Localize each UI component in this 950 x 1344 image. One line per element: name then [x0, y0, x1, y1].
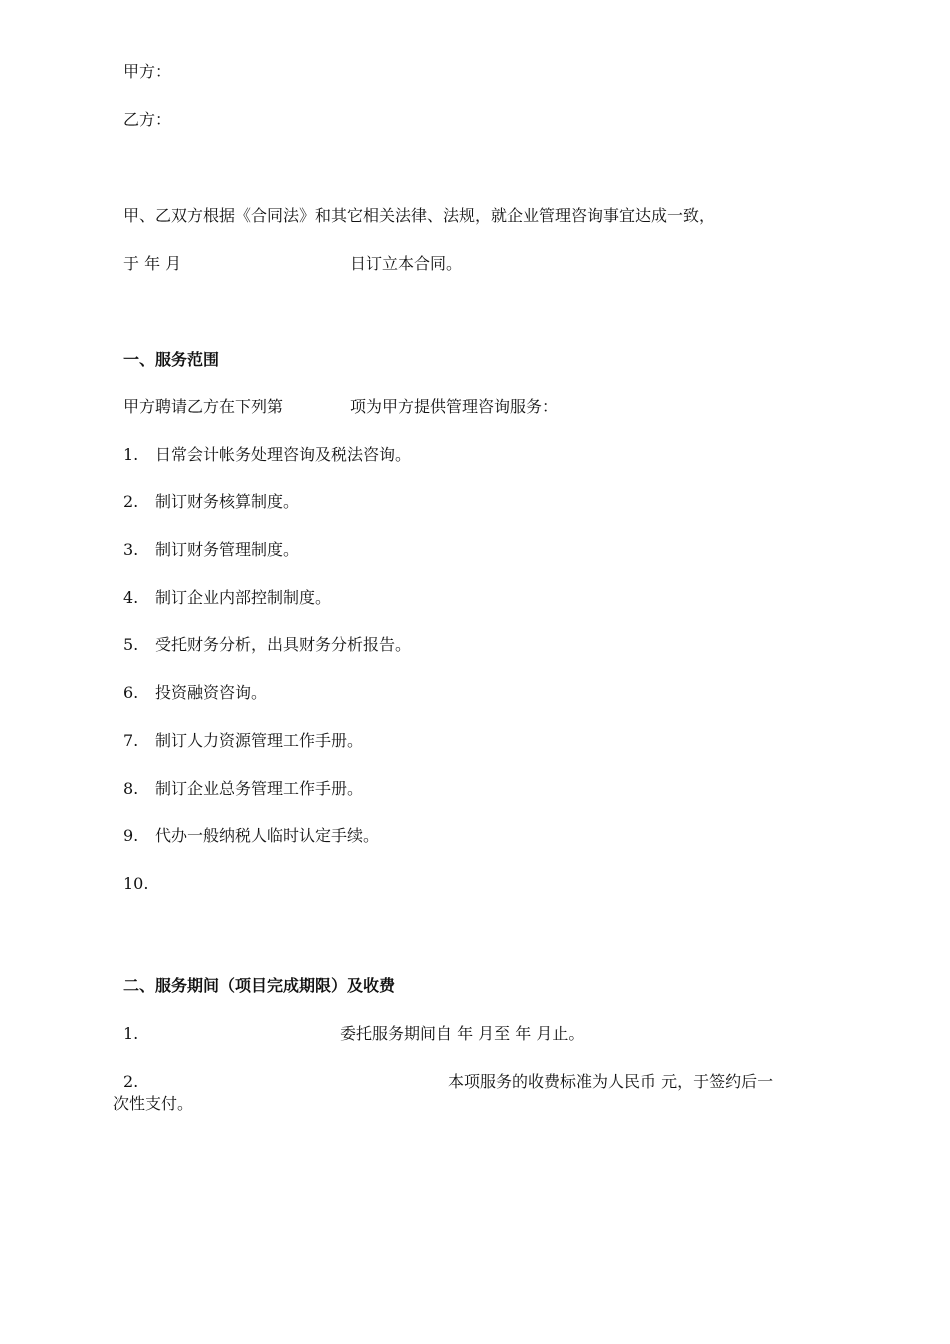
list-item: [123, 779, 363, 798]
section-1-lead-left: 甲方聘请乙方在下列第: [123, 397, 284, 416]
list-item-text: 制订财务管理制度。: [155, 540, 300, 559]
list-item-text: 投资融资咨询。: [155, 683, 268, 702]
list-item-number: 7.: [123, 731, 139, 750]
list-item-number: 1.: [123, 445, 139, 464]
list-item: [123, 540, 299, 559]
intro-date-prefix: 于 年 月: [123, 254, 182, 273]
party-b-label: 乙方：: [123, 110, 172, 129]
list-item-text: 制订企业总务管理工作手册。: [155, 779, 364, 798]
list-item-number: 6.: [123, 683, 139, 702]
intro-paragraph-line-2: [123, 254, 181, 273]
list-item: [123, 683, 267, 702]
list-item: [123, 874, 155, 893]
list-item: [123, 588, 331, 607]
section-2-item-2-text: 本项服务的收费标准为人民币 元，于签约后一: [448, 1072, 774, 1091]
list-item: [123, 731, 363, 750]
section-2-item-1-number: 1.: [123, 1024, 139, 1043]
list-item-text: 制订人力资源管理工作手册。: [155, 731, 364, 750]
list-item-number: 2.: [123, 492, 139, 511]
list-item-number: 8.: [123, 779, 139, 798]
list-item-number: 5.: [123, 635, 139, 654]
section-2-item-1-text: 委托服务期间自 年 月至 年 月止。: [340, 1024, 585, 1043]
section-1-title: 一、服务范围: [123, 350, 220, 369]
list-item: [123, 445, 411, 464]
party-a-label: 甲方：: [123, 62, 172, 81]
list-item-text: 日常会计帐务处理咨询及税法咨询。: [155, 445, 412, 464]
list-item-text: 受托财务分析，出具财务分析报告。: [155, 635, 412, 654]
section-2-title: 二、服务期间（项目完成期限）及收费: [123, 976, 396, 995]
list-item-text: 代办一般纳税人临时认定手续。: [155, 826, 380, 845]
intro-paragraph-line-1: 甲、乙双方根据《合同法》和其它相关法律、法规，就企业管理咨询事宜达成一致，: [123, 206, 716, 225]
list-item-number: 4.: [123, 588, 139, 607]
list-item-number: 9.: [123, 826, 139, 845]
intro-date-suffix: 日订立本合同。: [350, 254, 463, 273]
section-2-item-2-number: 2.: [123, 1072, 139, 1091]
section-1-lead-right: 项为甲方提供管理咨询服务：: [350, 397, 559, 416]
list-item: [123, 826, 379, 845]
list-item-text: 制订财务核算制度。: [155, 492, 300, 511]
list-item: [123, 492, 299, 511]
list-item-number: 3.: [123, 540, 139, 559]
list-item-text: 制订企业内部控制制度。: [155, 588, 332, 607]
list-item: [123, 635, 411, 654]
list-item-number: 10.: [123, 874, 149, 893]
section-2-item-2-continuation: 次性支付。: [113, 1094, 194, 1113]
